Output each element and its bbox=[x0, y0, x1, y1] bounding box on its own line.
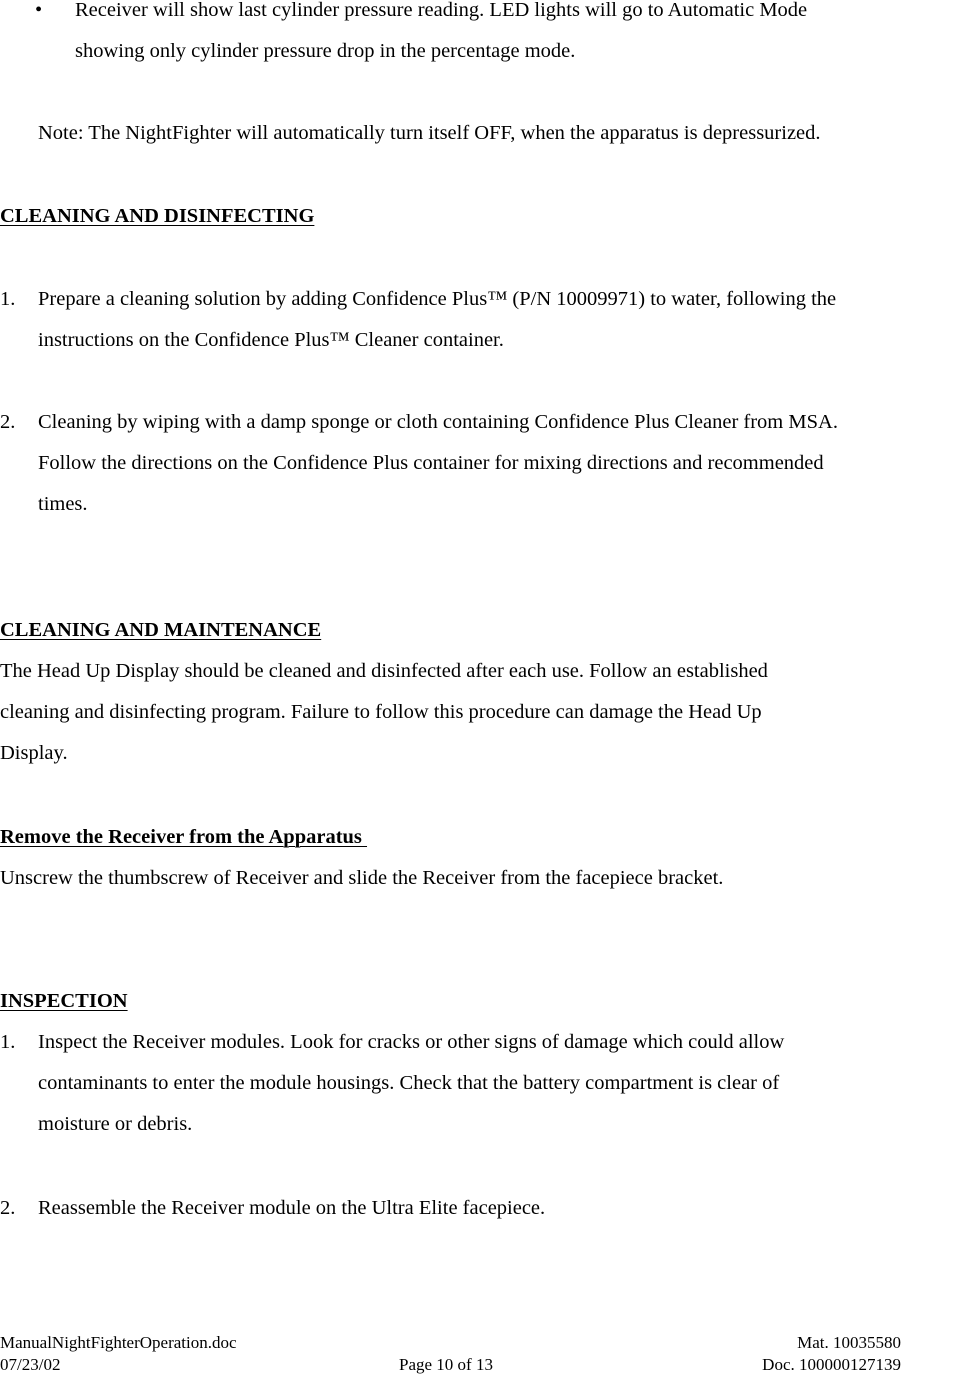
list-item-number: 2. bbox=[0, 411, 16, 433]
footer-filename: ManualNightFighterOperation.doc bbox=[0, 1333, 237, 1352]
list-item-line: contaminants to enter the module housings. Check that the battery compartment is clear of bbox=[38, 1072, 780, 1094]
footer-doc-number: Doc. 100000127139 bbox=[762, 1355, 901, 1374]
list-item-line: Inspect the Receiver modules. Look for cracks or other signs of damage which could allow bbox=[38, 1031, 785, 1053]
footer-mat-number: Mat. 10035580 bbox=[797, 1333, 901, 1352]
paragraph-line: Display. bbox=[0, 742, 68, 764]
heading-remove-receiver: Remove the Receiver from the Apparatus bbox=[0, 826, 368, 848]
list-item-line: Prepare a cleaning solution by adding Confidence Plus™ (P/N 10009971) to water, following the bbox=[38, 288, 837, 310]
heading-cleaning-disinfecting: CLEANING AND DISINFECTING bbox=[0, 205, 315, 227]
note-text: Note: The NightFighter will automatically turn itself OFF, when the apparatus is depressurized. bbox=[38, 122, 821, 144]
remove-receiver-text: Unscrew the thumbscrew of Receiver and slide the Receiver from the facepiece bracket. bbox=[0, 867, 724, 889]
footer-page-number: Page 10 of 13 bbox=[399, 1355, 493, 1374]
paragraph-line: cleaning and disinfecting program. Failure to follow this procedure can damage the Head Up bbox=[0, 701, 762, 723]
bullet-symbol: • bbox=[35, 0, 43, 21]
paragraph-line: The Head Up Display should be cleaned and disinfected after each use. Follow an established bbox=[0, 660, 768, 682]
list-item-number: 1. bbox=[0, 1031, 16, 1053]
list-item-line: Cleaning by wiping with a damp sponge or cloth containing Confidence Plus Cleaner from MSA. bbox=[38, 411, 838, 433]
footer-date: 07/23/02 bbox=[0, 1355, 61, 1374]
list-item-number: 2. bbox=[0, 1197, 16, 1219]
list-item-line: instructions on the Confidence Plus™ Cleaner container. bbox=[38, 329, 504, 351]
maintenance-paragraph bbox=[0, 651, 960, 774]
list-item-line: Reassemble the Receiver module on the Ultra Elite facepiece. bbox=[38, 1197, 546, 1219]
bullet-line-2: showing only cylinder pressure drop in the percentage mode. bbox=[75, 40, 576, 62]
list-item-line: times. bbox=[38, 493, 88, 515]
list-item-number: 1. bbox=[0, 288, 16, 310]
heading-inspection: INSPECTION bbox=[0, 990, 128, 1012]
list-item-line: moisture or debris. bbox=[38, 1113, 193, 1135]
heading-cleaning-maintenance: CLEANING AND MAINTENANCE bbox=[0, 619, 322, 641]
list-item-line: Follow the directions on the Confidence Plus container for mixing directions and recommended bbox=[38, 452, 824, 474]
bullet-line-1: Receiver will show last cylinder pressure reading. LED lights will go to Automatic Mode bbox=[75, 0, 808, 21]
